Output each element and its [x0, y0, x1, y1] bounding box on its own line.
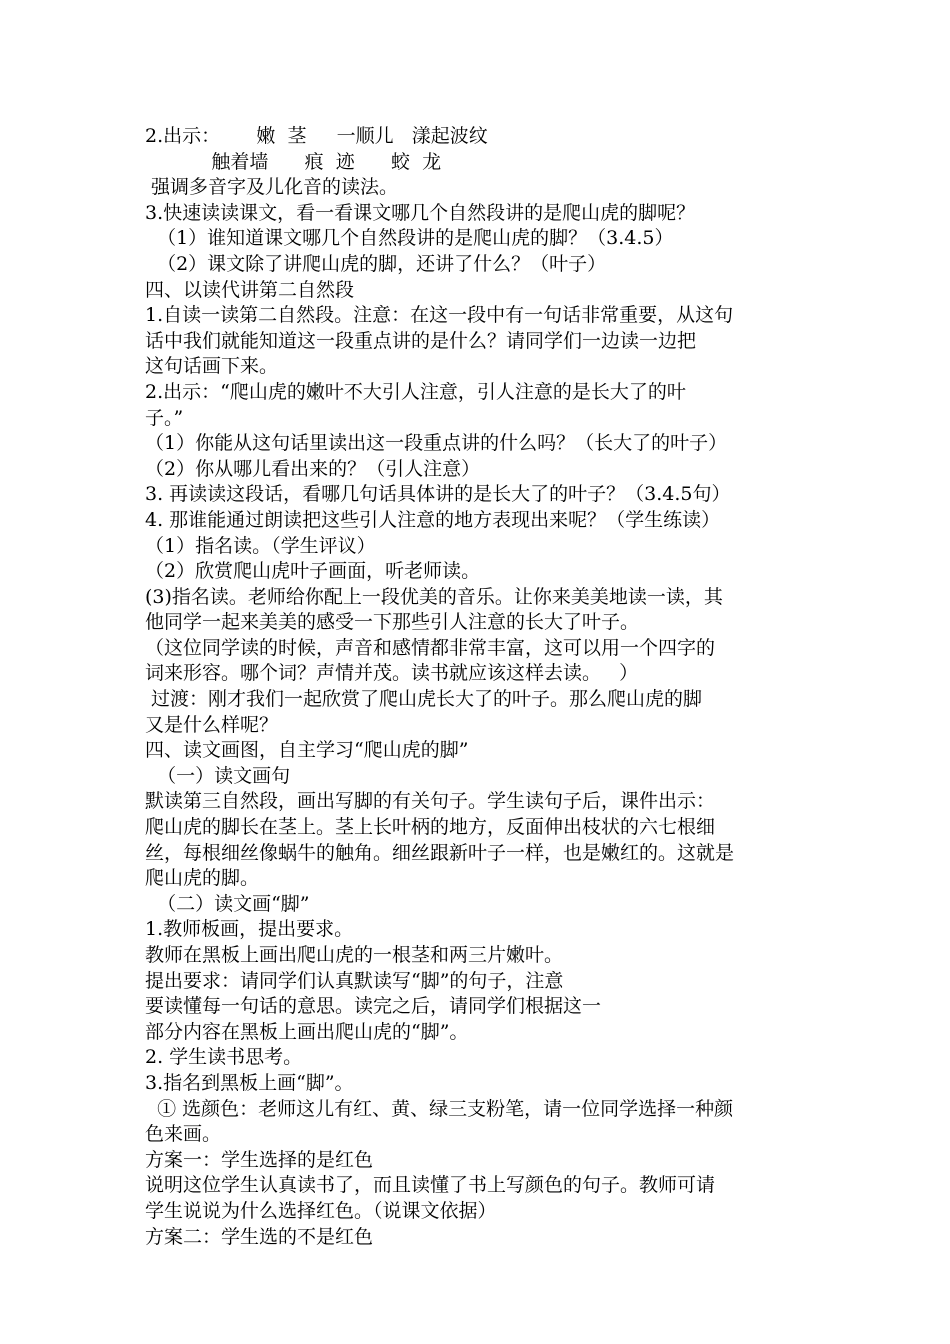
text-line: 方案二：学生选的不是红色 [145, 1225, 374, 1248]
text-line: （二）读文画“脚” [145, 892, 310, 915]
document-body [145, 124, 815, 1250]
text-line: 又是什么样呢？ [145, 713, 279, 736]
text-line: 学生说说为什么选择红色。（说课文依据） [145, 1199, 497, 1222]
text-line: 说明这位学生认真读书了，而且读懂了书上写颜色的句子。教师可请 [145, 1174, 716, 1197]
text-line: 丝，每根细丝像蜗牛的触角。细丝跟新叶子一样，也是嫩红的。这就是 [145, 841, 735, 864]
text-line: 这句话画下来。 [145, 355, 279, 378]
text-line: （1）谁知道课文哪几个自然段讲的是爬山虎的脚？（3.4.5） [145, 227, 674, 250]
text-line: 四、以读代讲第二自然段 [145, 278, 355, 301]
text-line: 2.出示：“爬山虎的嫩叶不大引人注意，引人注意的是长大了的叶 [145, 380, 686, 403]
text-line: 默读第三自然段，画出写脚的有关句子。学生读句子后，课件出示： [145, 790, 716, 813]
text-line: 话中我们就能知道这一段重点讲的是什么？请同学们一边读一边把 [145, 329, 697, 352]
text-line: 爬山虎的脚。 [145, 867, 260, 890]
text-line: 触着墙 痕 迹 蛟 龙 [145, 150, 442, 173]
text-line: 3.快速读读课文，看一看课文哪几个自然段讲的是爬山虎的脚呢？ [145, 201, 696, 224]
text-line: 词来形容。哪个词？声情并茂。读书就应该这样去读。 ） [145, 662, 639, 685]
text-line: 过渡：刚才我们一起欣赏了爬山虎长大了的叶子。那么爬山虎的脚 [145, 688, 703, 711]
text-line: 爬山虎的脚长在茎上。茎上长叶柄的地方，反面伸出枝状的六七根细 [145, 816, 716, 839]
text-line: 4. 那谁能通过朗读把这些引人注意的地方表现出来呢？（学生练读） [145, 508, 721, 531]
text-line: 2.出示： 嫩 茎 一顺儿 漾起波纹 [145, 125, 488, 147]
text-line: 3.指名到黑板上画“脚”。 [145, 1071, 354, 1094]
text-line: 四、读文画图，自主学习“爬山虎的脚” [145, 739, 469, 762]
text-line: 部分内容在黑板上画出爬山虎的“脚”。 [145, 1020, 469, 1043]
text-line: 提出要求：请同学们认真默读写“脚”的句子，注意 [145, 969, 564, 992]
text-line: （2）课文除了讲爬山虎的脚，还讲了什么？（叶子） [145, 252, 607, 275]
text-line: （这位同学读的时候，声音和感情都非常丰富，这可以用一个四字的 [145, 636, 716, 659]
text-line: 色来画。 [145, 1123, 222, 1146]
text-line: 强调多音字及儿化音的读法。 [145, 176, 399, 199]
text-line: （1）你能从这句话里读出这一段重点讲的什么吗？（长大了的叶子） [145, 432, 728, 455]
text-line: ① 选颜色：老师这儿有红、黄、绿三支粉笔，请一位同学选择一种颜 [145, 1097, 734, 1120]
text-line: （一）读文画句 [145, 764, 291, 787]
text-line: 他同学一起来美美的感受一下那些引人注意的长大了叶子。 [145, 611, 640, 634]
text-line: 教师在黑板上画出爬山虎的一根茎和两三片嫩叶。 [145, 944, 564, 966]
text-line: 1.教师板画，提出要求。 [145, 918, 354, 941]
text-line: 要读懂每一句话的意思。读完之后，请同学们根据这一 [145, 995, 602, 1018]
text-line: 方案一：学生选择的是红色 [145, 1148, 374, 1171]
text-line: （1）指名读。（学生评议） [145, 534, 376, 557]
text-line: 3. 再读读这段话，看哪几句话具体讲的是长大了的叶子？（3.4.5句） [145, 483, 731, 506]
text-line: 1.自读一读第二自然段。注意：在这一段中有一句话非常重要，从这句 [145, 304, 734, 327]
text-line: 子。” [145, 406, 184, 429]
text-line: (3)指名读。老师给你配上一段优美的音乐。让你来美美地读一读，其 [145, 585, 723, 608]
text-line: 2. 学生读书思考。 [145, 1046, 303, 1069]
text-line: （2）你从哪儿看出来的？（引人注意） [145, 457, 481, 480]
text-line: （2）欣赏爬山虎叶子画面，听老师读。 [145, 560, 481, 583]
